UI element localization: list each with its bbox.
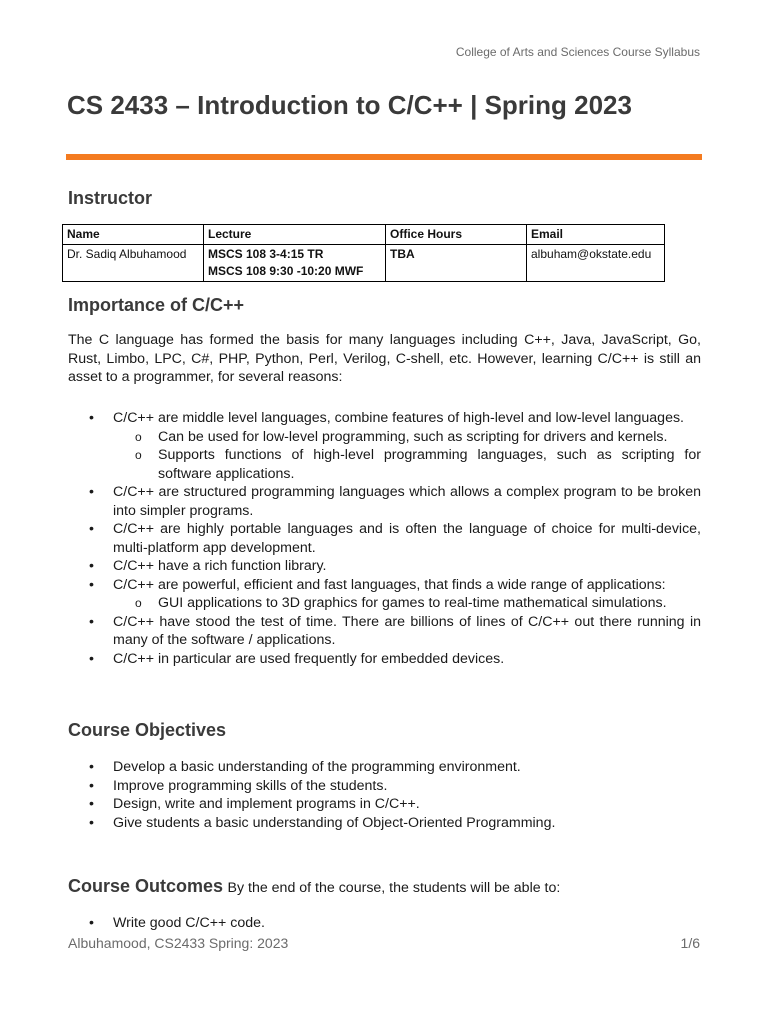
list-item: • C/C++ are structured programming languages which allows a complex program to be broken into simpler programs. bbox=[68, 483, 701, 520]
sub-list bbox=[113, 428, 701, 484]
list-item: • Write good C/C++ code. bbox=[68, 914, 701, 933]
objectives-heading: Course Objectives bbox=[68, 720, 227, 740]
instructor-table bbox=[62, 224, 665, 282]
importance-heading: Importance of C/C++ bbox=[68, 295, 245, 315]
header-note: College of Arts and Sciences Course Syllabus bbox=[455, 45, 700, 59]
list-item: o Supports functions of high-level programming languages, such as scripting for software applications. bbox=[113, 446, 701, 483]
list-item: • Develop a basic understanding of the programming environment. bbox=[68, 758, 701, 777]
page-number: 1/6 bbox=[680, 935, 700, 951]
outcomes-lead: By the end of the course, the students will be able to: bbox=[227, 880, 561, 896]
lecture-times bbox=[204, 245, 386, 282]
lecture-time-2: MSCS 108 9:30 -10:20 MWF bbox=[208, 264, 364, 278]
outcomes-heading: Course Outcomes bbox=[68, 876, 224, 896]
instructor-heading: Instructor bbox=[68, 188, 153, 208]
list-item: • C/C++ are highly portable languages and is often the language of choice for multi-device, multi-platform app development. bbox=[68, 520, 701, 557]
list-item: • C/C++ are middle level languages, combine features of high-level and low-level languages. o Can be used for low-level programming, such as scripting for drivers and kernels. o Supports functions of high-level programming languages, such as scripting for software applications. bbox=[68, 409, 701, 483]
column-header-name: Name bbox=[63, 225, 204, 245]
list-item: • C/C++ in particular are used frequently for embedded devices. bbox=[68, 650, 701, 669]
importance-intro: The C language has formed the basis for many languages including C++, Java, JavaScript, Go, Rust, Limbo, LPC, C#, PHP, Python, Perl, Verilog, C-shell, etc. However, learning C/C++ is still an asset to a programmer, for several reasons: bbox=[68, 332, 701, 385]
list-item: • C/C++ have stood the test of time. There are billions of lines of C/C++ out there running in many of the software / applications. bbox=[68, 613, 701, 650]
list-item: • C/C++ have a rich function library. bbox=[68, 557, 701, 576]
list-item: o Can be used for low-level programming, such as scripting for drivers and kernels. bbox=[113, 428, 701, 447]
list-item: • Improve programming skills of the students. bbox=[68, 777, 701, 796]
outcomes-list bbox=[68, 914, 701, 933]
list-item: • C/C++ are powerful, efficient and fast languages, that finds a wide range of applications: o GUI applications to 3D graphics for games to real-time mathematical simulations. bbox=[68, 576, 701, 613]
column-header-email: Email bbox=[527, 225, 665, 245]
sub-list bbox=[113, 594, 701, 613]
footer-author: Albuhamood, CS2433 Spring: 2023 bbox=[68, 935, 289, 951]
list-item: • Give students a basic understanding of Object-Oriented Programming. bbox=[68, 814, 701, 833]
outcomes-heading-line bbox=[68, 876, 560, 897]
column-header-lecture: Lecture bbox=[204, 225, 386, 245]
office-hours: TBA bbox=[386, 245, 527, 282]
list-item: • Design, write and implement programs in C/C++. bbox=[68, 795, 701, 814]
importance-list bbox=[68, 409, 701, 668]
table-row bbox=[63, 245, 665, 282]
list-item: o GUI applications to 3D graphics for games to real-time mathematical simulations. bbox=[113, 594, 701, 613]
instructor-name: Dr. Sadiq Albuhamood bbox=[63, 245, 204, 282]
instructor-email[interactable]: albuham@okstate.edu bbox=[527, 245, 665, 282]
objectives-list bbox=[68, 758, 701, 832]
title-divider bbox=[66, 154, 702, 160]
column-header-office-hours: Office Hours bbox=[386, 225, 527, 245]
lecture-time-1: MSCS 108 3-4:15 TR bbox=[208, 247, 324, 261]
table-header-row bbox=[63, 225, 665, 245]
page-title: CS 2433 – Introduction to C/C++ | Spring 2023 bbox=[67, 90, 632, 120]
